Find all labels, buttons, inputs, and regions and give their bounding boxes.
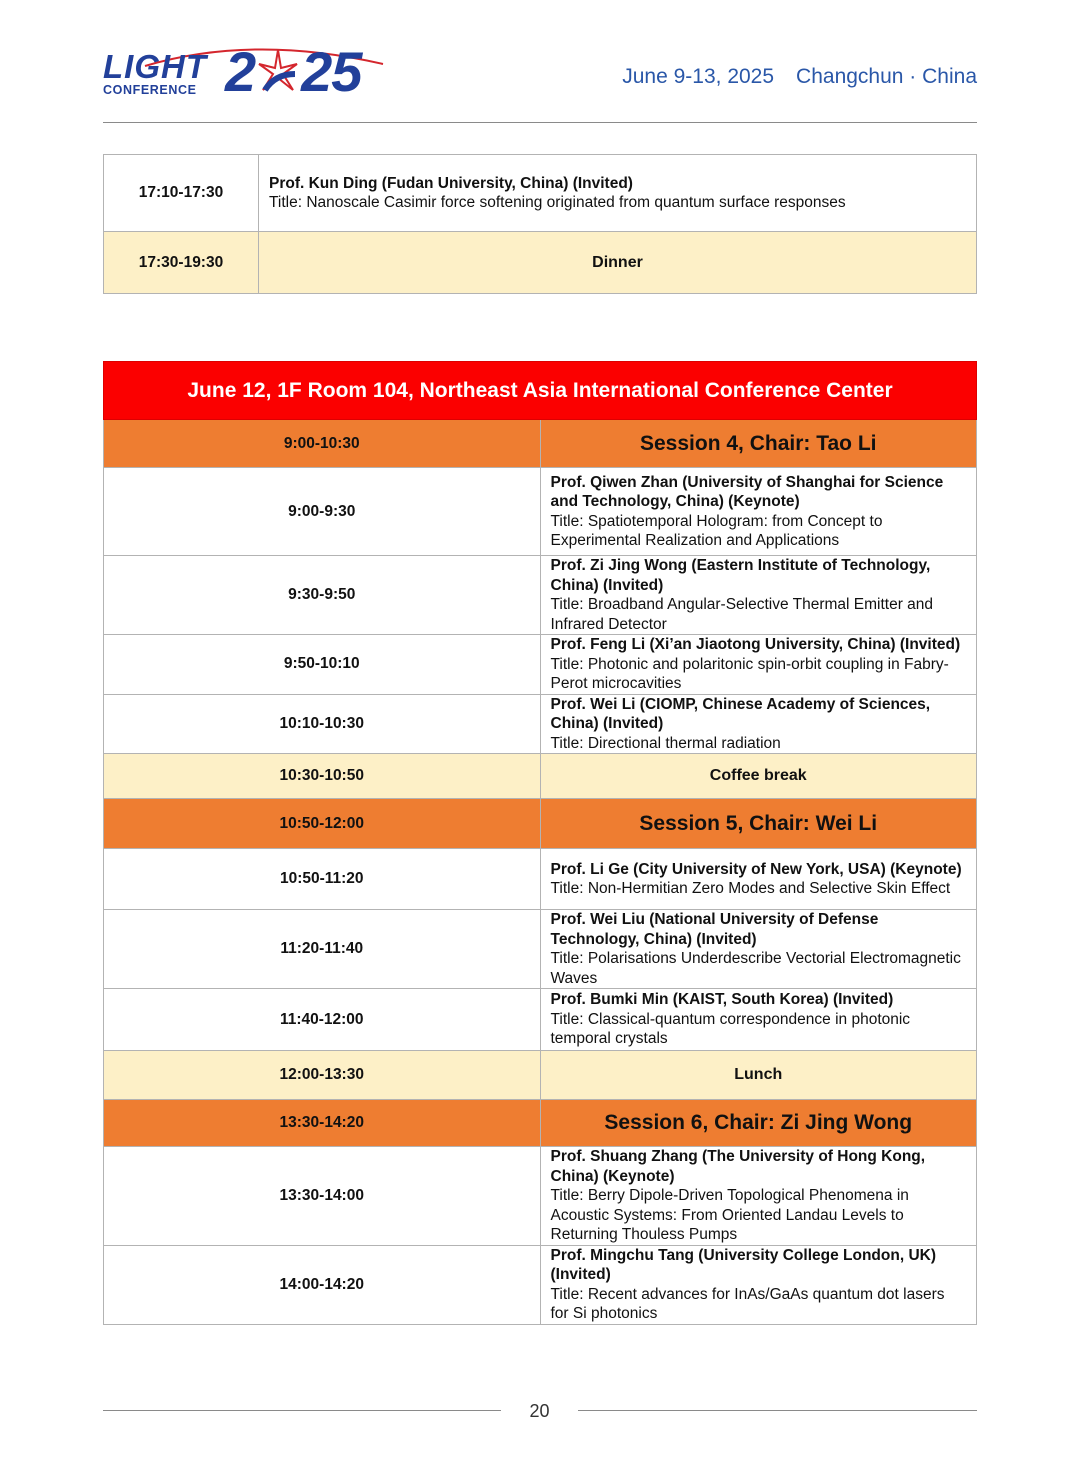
talk-time: 11:40-12:00 (104, 989, 541, 1051)
day-heading-row (104, 362, 977, 420)
talk-time: 9:50-10:10 (104, 635, 541, 695)
session-5-row (104, 799, 977, 849)
talk-time: 13:30-14:00 (104, 1147, 541, 1246)
logo-conference-text: CONFERENCE (103, 83, 197, 97)
conference-date: June 9-13, 2025 (622, 65, 775, 88)
talk-speaker: Prof. Feng Li (Xi’an Jiaotong University, China) (Invited) (550, 636, 961, 653)
coffee-break-row (104, 754, 977, 799)
session-time: 9:00-10:30 (104, 420, 541, 468)
table-row (104, 910, 977, 989)
talk-cell (540, 989, 977, 1051)
break-label: Dinner (259, 232, 977, 294)
session-label: Session 5, Chair: Wei Li (540, 799, 977, 849)
talk-speaker: Prof. Li Ge (City University of New York, USA) (Keynote) (550, 860, 962, 878)
page-header (103, 38, 977, 108)
day-heading: June 12, 1F Room 104, Northeast Asia International Conference Center (104, 362, 977, 420)
table-row (104, 635, 977, 695)
logo-light-text: LIGHT (103, 48, 207, 85)
talk-speaker: Prof. Wei Li (CIOMP, Chinese Academy of Sciences, China) (Invited) (550, 695, 931, 732)
schedule-table-continued (103, 154, 977, 294)
table-row (104, 556, 977, 635)
talk-title: Title: Classical-quantum correspondence in photonic temporal crystals (550, 1010, 911, 1048)
session-label: Session 6, Chair: Zi Jing Wong (540, 1100, 977, 1147)
talk-cell (540, 1147, 977, 1246)
talk-time: 11:20-11:40 (104, 910, 541, 989)
schedule-table-june-12 (103, 361, 977, 1325)
talk-speaker: Prof. Zi Jing Wong (Eastern Institute of Technology, China) (Invited) (550, 557, 931, 594)
talk-title: Title: Nanoscale Casimir force softening originated from quantum surface responses (269, 194, 846, 211)
conference-date-place (622, 64, 977, 90)
session-time: 10:50-12:00 (104, 799, 541, 849)
session-time: 13:30-14:20 (104, 1100, 541, 1147)
talk-time: 10:10-10:30 (104, 694, 541, 754)
talk-cell (540, 468, 977, 556)
talk-title: Title: Recent advances for InAs/GaAs quantum dot lasers for Si photonics (550, 1285, 945, 1322)
conference-logo (103, 40, 413, 106)
talk-title: Title: Berry Dipole-Driven Topological Phenomena in Acoustic Systems: From Oriented Landau Levels to Returning Thouless Pumps (550, 1187, 909, 1243)
talk-title: Title: Polarisations Underdescribe Vectorial Electromagnetic Waves (550, 950, 961, 987)
talk-cell (540, 910, 977, 989)
table-row (104, 1147, 977, 1246)
header-divider (103, 122, 977, 123)
break-label: Lunch (540, 1051, 977, 1100)
talk-time: 9:00-9:30 (104, 468, 541, 556)
table-row (104, 989, 977, 1051)
footer-divider-left (103, 1410, 501, 1411)
talk-speaker: Prof. Bumki Min (KAIST, South Korea) (Invited) (550, 991, 894, 1009)
logo-year-digit: 2 (225, 40, 256, 103)
session-6-row (104, 1100, 977, 1147)
talk-title: Title: Spatiotemporal Hologram: from Concept to Experimental Realization and Applications (550, 512, 883, 549)
talk-cell (540, 556, 977, 635)
talk-title: Title: Directional thermal radiation (550, 734, 781, 752)
table-row (104, 849, 977, 910)
table-row (104, 1245, 977, 1324)
talk-title: Title: Photonic and polaritonic spin-orbit coupling in Fabry-Perot microcavities (550, 655, 949, 692)
conference-place: Changchun · China (796, 65, 977, 88)
talk-speaker: Prof. Mingchu Tang (University College London, UK) (Invited) (550, 1246, 936, 1283)
break-time: 12:00-13:30 (104, 1051, 541, 1100)
page-number: 20 (529, 1401, 550, 1421)
footer-divider-right (578, 1410, 977, 1411)
talk-speaker: Prof. Wei Liu (National University of Defense Technology, China) (Invited) (550, 911, 879, 948)
lunch-row (104, 1051, 977, 1100)
logo-year-digits: 25 (301, 40, 362, 103)
logo-year (225, 40, 362, 103)
talk-cell (540, 635, 977, 695)
dinner-row (104, 232, 977, 294)
talk-title: Title: Non-Hermitian Zero Modes and Selective Skin Effect (550, 880, 951, 897)
talk-cell (540, 1245, 977, 1324)
talk-time: 14:00-14:20 (104, 1245, 541, 1324)
session-label: Session 4, Chair: Tao Li (540, 420, 977, 468)
talk-time: 9:30-9:50 (104, 556, 541, 635)
break-label: Coffee break (540, 754, 977, 799)
session-4-row (104, 420, 977, 468)
table-row (104, 468, 977, 556)
table-row (104, 694, 977, 754)
logo-star-icon (255, 44, 301, 100)
talk-cell (259, 155, 977, 232)
break-time: 10:30-10:50 (104, 754, 541, 799)
talk-speaker: Prof. Qiwen Zhan (University of Shanghai for Science and Technology, China) (Keynote) (550, 473, 944, 510)
talk-cell (540, 694, 977, 754)
talk-title: Title: Broadband Angular-Selective Thermal Emitter and Infrared Detector (550, 596, 934, 633)
table-row (104, 155, 977, 232)
talk-speaker: Prof. Shuang Zhang (The University of Hong Kong, China) (Keynote) (550, 1148, 926, 1185)
talk-cell (540, 849, 977, 910)
talk-time: 17:10-17:30 (104, 155, 259, 232)
talk-time: 10:50-11:20 (104, 849, 541, 910)
talk-speaker: Prof. Kun Ding (Fudan University, China) (Invited) (269, 174, 633, 192)
break-time: 17:30-19:30 (104, 232, 259, 294)
